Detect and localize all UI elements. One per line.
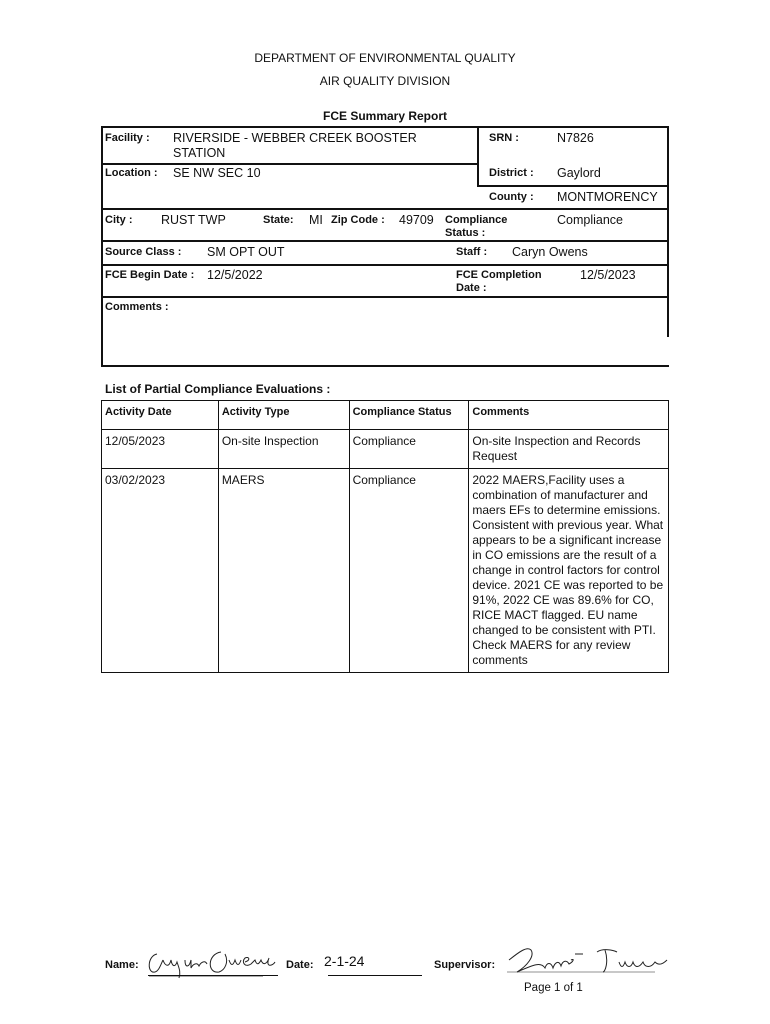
col-comments: Comments	[469, 401, 669, 430]
activity-type-cell: On-site Inspection	[218, 430, 349, 469]
district-label: District :	[489, 167, 534, 179]
district-value: Gaylord	[557, 166, 601, 180]
compliance-value: Compliance	[557, 213, 624, 227]
facility-value-line2: STATION	[173, 146, 226, 160]
staff-value: Caryn Owens	[512, 245, 588, 259]
col-activity-type: Activity Type	[218, 401, 349, 430]
supervisor-signature	[505, 942, 675, 978]
fce-begin-value: 12/5/2022	[207, 268, 263, 282]
fce-begin-label: FCE Begin Date :	[105, 269, 195, 281]
compliance-status-cell: Compliance	[349, 430, 469, 469]
compliance-label-line1: Compliance	[445, 214, 508, 226]
department-heading: DEPARTMENT OF ENVIRONMENTAL QUALITY	[254, 51, 516, 65]
comments-label: Comments :	[105, 301, 169, 313]
city-label: City :	[105, 214, 133, 226]
activity-type-cell: MAERS	[218, 469, 349, 673]
table-row	[102, 430, 669, 469]
pce-title: List of Partial Compliance Evaluations :	[105, 382, 331, 396]
location-label: Location :	[105, 167, 158, 179]
table-row	[102, 469, 669, 673]
city-value: RUST TWP	[161, 213, 226, 227]
srn-label: SRN :	[489, 132, 519, 144]
date-label: Date:	[286, 959, 314, 971]
state-value: MI	[309, 213, 323, 227]
state-label: State:	[263, 214, 294, 226]
name-label: Name:	[105, 959, 139, 971]
comments-cell: On-site Inspection and Records Request	[469, 430, 669, 469]
source-class-label: Source Class :	[105, 246, 182, 258]
fce-completion-value: 12/5/2023	[580, 268, 636, 282]
page-number: Page 1 of 1	[524, 982, 583, 994]
date-value: 2-1-24	[324, 953, 365, 969]
facility-label: Facility :	[105, 132, 150, 144]
report-title: FCE Summary Report	[322, 109, 448, 123]
facility-value-line1: RIVERSIDE - WEBBER CREEK BOOSTER	[173, 131, 417, 145]
fce-completion-label-line2: Date :	[456, 282, 487, 294]
fce-completion-label-line1: FCE Completion	[456, 269, 542, 281]
zip-value: 49709	[399, 213, 434, 227]
pce-header-row	[102, 401, 669, 430]
col-activity-date: Activity Date	[102, 401, 219, 430]
pce-table	[101, 400, 669, 673]
comments-cell: 2022 MAERS,Facility uses a combination of manufacturer and maers EFs to determine emissions. Consistent with previous year. What appears to be a significant increase in CO emissions are the result of a change in control factors for control device. 2021 CE was reported to be 91%, 2022 CE was 89.6% for CO, RICE MACT flagged. EU name changed to be consistent with PTI. Check MAERS for any review comments	[469, 469, 669, 673]
srn-value: N7826	[557, 131, 594, 145]
col-compliance-status: Compliance Status	[349, 401, 469, 430]
zip-label: Zip Code :	[331, 214, 385, 226]
supervisor-label: Supervisor:	[434, 959, 496, 971]
compliance-label-line2: Status :	[445, 227, 486, 239]
compliance-status-cell: Compliance	[349, 469, 469, 673]
division-heading: AIR QUALITY DIVISION	[319, 74, 451, 88]
activity-date-cell: 12/05/2023	[102, 430, 219, 469]
county-value: MONTMORENCY	[557, 190, 658, 204]
activity-date-cell: 03/02/2023	[102, 469, 219, 673]
staff-label: Staff :	[456, 246, 488, 258]
county-label: County :	[489, 191, 534, 203]
location-value: SE NW SEC 10	[173, 166, 261, 180]
source-class-value: SM OPT OUT	[207, 245, 285, 259]
